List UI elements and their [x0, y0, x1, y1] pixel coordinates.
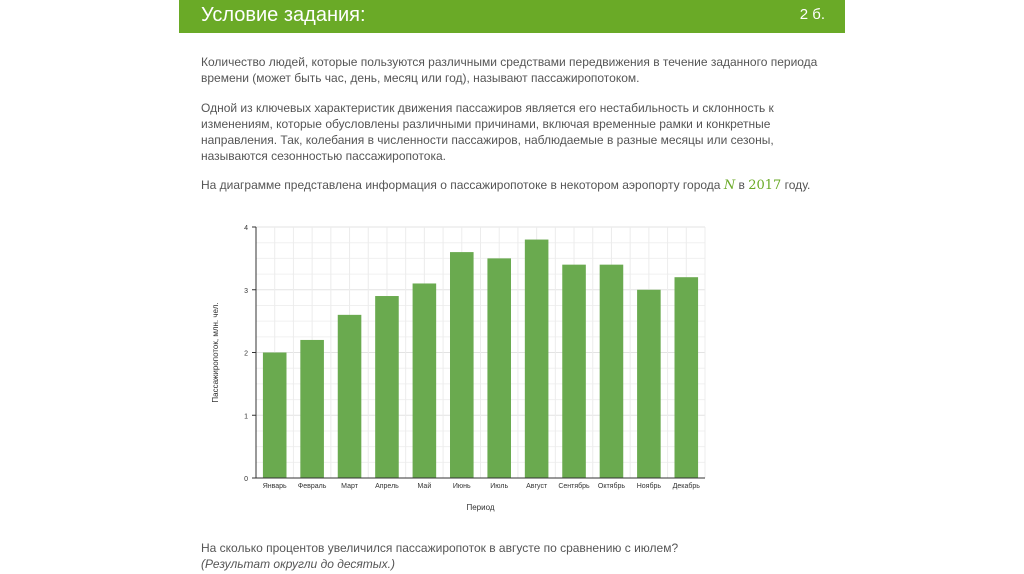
bar-4	[375, 296, 399, 478]
intro-text-middle: в	[735, 178, 749, 192]
city-variable: N	[723, 178, 736, 193]
task-points: 2 б.	[799, 6, 825, 23]
rounding-note: (Результат округли до десятых.)	[201, 557, 395, 571]
x-tick-label: Март	[341, 483, 358, 490]
x-tick-label: Январь	[262, 483, 287, 490]
x-tick-label: Декабрь	[672, 483, 700, 490]
x-tick-labels	[263, 482, 701, 490]
bar-6	[450, 252, 474, 478]
y-tick-label: 3	[244, 287, 248, 295]
x-tick-label: Февраль	[297, 483, 327, 490]
x-tick-label: Ноябрь	[636, 483, 662, 490]
x-axis-label: Период	[466, 503, 495, 512]
y-tick-label: 1	[244, 413, 248, 421]
bar-10	[600, 265, 624, 478]
bar-5	[413, 283, 437, 478]
y-tick-label: 4	[244, 225, 248, 232]
bar-1	[263, 353, 287, 479]
y-axis-label: Пассажиропоток, млн. чел.	[211, 302, 220, 403]
bar-11	[637, 290, 661, 478]
intro-text-start: На диаграмме представлена информация о пассажиропотоке в некотором аэропорту города	[201, 178, 724, 192]
y-tick-labels	[244, 225, 256, 483]
bar-2	[300, 340, 324, 478]
paragraph-definition: Количество людей, которые пользуются различными средствами передвижения в течение заданного периода времени (может быть час, день, месяц или год), называют пассажиропотоком.	[201, 55, 818, 85]
x-tick-label: Октябрь	[597, 483, 626, 490]
bar-7	[487, 258, 511, 478]
bar-9	[562, 265, 586, 478]
bar-12	[675, 277, 699, 478]
x-tick-label: Июнь	[452, 483, 471, 490]
y-tick-label: 0	[244, 476, 248, 483]
paragraph-chart-intro	[201, 177, 821, 194]
x-tick-label: Июль	[490, 483, 509, 490]
x-tick-label: Апрель	[375, 483, 399, 490]
question-text: На сколько процентов увеличился пассажиропоток в августе по сравнению с июлем?	[201, 541, 679, 555]
year-number: 2017	[748, 178, 782, 193]
bar-3	[338, 315, 362, 478]
passenger-flow-chart	[200, 215, 720, 520]
x-tick-label: Сентябрь	[558, 483, 590, 490]
x-tick-label: Май	[417, 483, 432, 490]
task-title: Условие задания:	[201, 4, 366, 26]
task-header	[179, 0, 845, 33]
y-tick-label: 2	[244, 350, 248, 358]
bar-8	[525, 240, 549, 478]
paragraph-seasonality: Одной из ключевых характеристик движения пассажиров является его нестабильность и склонность к изменениям, которые обусловлены различными причинами, включая временные рамки и конкретные направления. Так, колебания в численности пассажиров, наблюдаемые в разные месяцы или сезоны, называются сезонностью пассажиропотока.	[201, 101, 774, 163]
intro-text-end: году.	[781, 178, 811, 192]
x-tick-label: Август	[526, 483, 548, 490]
